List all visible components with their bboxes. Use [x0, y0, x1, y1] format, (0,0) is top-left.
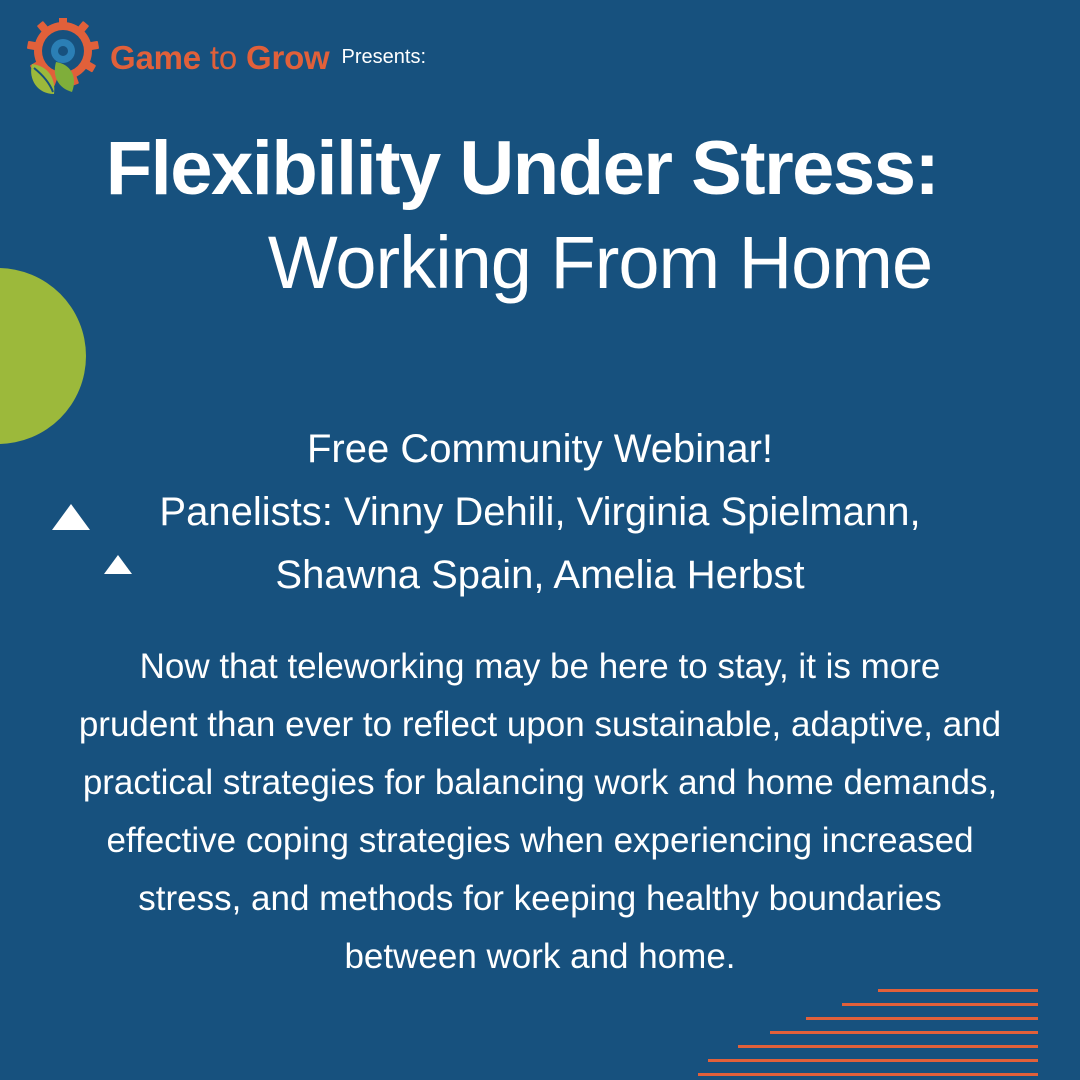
panelists-line-2: Shawna Spain, Amelia Herbst — [275, 553, 805, 598]
presents-label: Presents: — [341, 45, 427, 68]
brand-name-part3: Grow — [245, 39, 330, 76]
brand-name — [110, 39, 330, 77]
title-line-1: Flexibility Under Stress: — [105, 126, 939, 211]
subtitle-block — [60, 418, 1020, 608]
webinar-type-label: Free Community Webinar! — [306, 427, 774, 471]
panelists-line-1: Panelists: Vinny Dehili, Virginia Spielmann, — [159, 490, 921, 535]
brand-header — [22, 18, 426, 98]
title-line-2: Working From Home — [267, 221, 933, 305]
brand-name-part2: to — [200, 39, 246, 76]
orange-stairs-shape — [698, 985, 1038, 1080]
brand-name-part1: Game — [110, 39, 201, 76]
gear-leaf-logo-icon — [22, 18, 104, 98]
description-paragraph: Now that teleworking may be here to stay, it is more prudent than ever to reflect upon sustainable, adaptive, and practical strategies for balancing work and home demands, effective coping strategies when experiencing increased stress, and methods for keeping healthy boundaries between work and home. — [78, 647, 1002, 977]
page-title — [0, 128, 1080, 303]
